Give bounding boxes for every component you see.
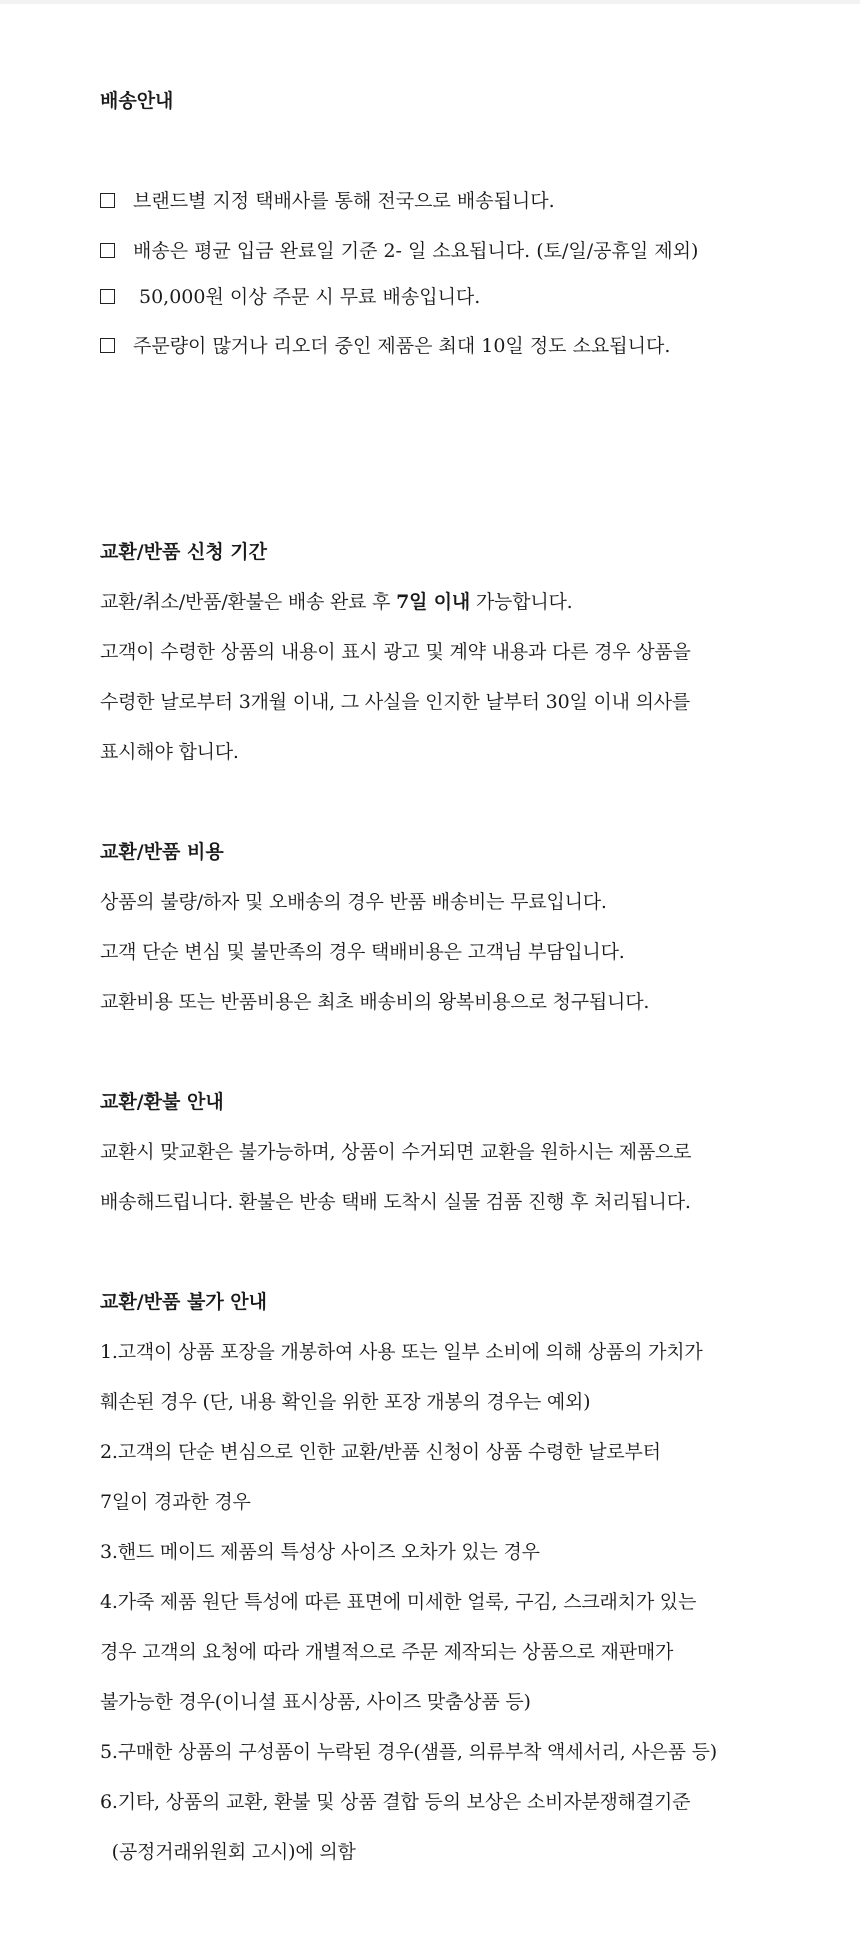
- delivery-title: 배송안내: [100, 90, 174, 112]
- unavailable-line: 7일이 경과한 경우: [100, 1491, 251, 1513]
- top-divider: [0, 0, 860, 4]
- delivery-item: 브랜드별 지정 택배사를 통해 전국으로 배송됩니다.: [100, 186, 555, 213]
- period-line: 수령한 날로부터 3개월 이내, 그 사실을 인지한 날부터 30일 이내 의사를: [100, 691, 691, 713]
- delivery-item: 50,000원 이상 주문 시 무료 배송입니다.: [100, 282, 480, 309]
- period-line: 고객이 수령한 상품의 내용이 표시 광고 및 계약 내용과 다른 경우 상품을: [100, 641, 691, 663]
- cost-line: 교환비용 또는 반품비용은 최초 배송비의 왕복비용으로 청구됩니다.: [100, 991, 650, 1013]
- refund-line: 배송해드립니다. 환불은 반송 택배 도착시 실물 검품 진행 후 처리됩니다.: [100, 1191, 691, 1213]
- unavailable-line: 4.가죽 제품 원단 특성에 따른 표면에 미세한 얼룩, 구김, 스크래치가 있는: [100, 1591, 697, 1613]
- period-line: 교환/취소/반품/환불은 배송 완료 후 7일 이내 가능합니다.: [100, 591, 573, 613]
- delivery-item: 주문량이 많거나 리오더 중인 제품은 최대 10일 정도 소요됩니다.: [100, 331, 670, 358]
- unavailable-line: 5.구매한 상품의 구성품이 누락된 경우(샘플, 의류부착 액세서리, 사은품 등): [100, 1741, 718, 1763]
- cost-line: 고객 단순 변심 및 불만족의 경우 택배비용은 고객님 부담입니다.: [100, 941, 625, 963]
- checkbox-icon: [100, 193, 115, 208]
- refund-line: 교환시 맞교환은 불가능하며, 상품이 수거되면 교환을 원하시는 제품으로: [100, 1141, 692, 1163]
- unavailable-title: 교환/반품 불가 안내: [100, 1291, 268, 1313]
- refund-title: 교환/환불 안내: [100, 1091, 224, 1113]
- unavailable-line: 경우 고객의 요청에 따라 개별적으로 주문 제작되는 상품으로 재판매가: [100, 1641, 674, 1663]
- unavailable-line: 불가능한 경우(이니셜 표시상품, 사이즈 맞춤상품 등): [100, 1691, 531, 1713]
- unavailable-line: 1.고객이 상품 포장을 개봉하여 사용 또는 일부 소비에 의해 상품의 가치가: [100, 1341, 703, 1363]
- period-highlight: 7일 이내: [396, 591, 471, 613]
- checkbox-icon: [100, 243, 115, 258]
- unavailable-line: (공정거래위원회 고시)에 의함: [100, 1841, 356, 1863]
- checkbox-icon: [100, 338, 115, 353]
- unavailable-line: 2.고객의 단순 변심으로 인한 교환/반품 신청이 상품 수령한 날로부터: [100, 1441, 661, 1463]
- delivery-item: 배송은 평균 입금 완료일 기준 2- 일 소요됩니다. (토/일/공휴일 제외): [100, 236, 698, 263]
- period-title: 교환/반품 신청 기간: [100, 541, 268, 563]
- unavailable-line: 6.기타, 상품의 교환, 환불 및 상품 결합 등의 보상은 소비자분쟁해결기준: [100, 1791, 691, 1813]
- cost-title: 교환/반품 비용: [100, 841, 224, 863]
- cost-line: 상품의 불량/하자 및 오배송의 경우 반품 배송비는 무료입니다.: [100, 891, 607, 913]
- period-line: 표시해야 합니다.: [100, 741, 239, 763]
- unavailable-line: 훼손된 경우 (단, 내용 확인을 위한 포장 개봉의 경우는 예외): [100, 1391, 591, 1413]
- unavailable-line: 3.핸드 메이드 제품의 특성상 사이즈 오차가 있는 경우: [100, 1541, 540, 1563]
- checkbox-icon: [100, 289, 115, 304]
